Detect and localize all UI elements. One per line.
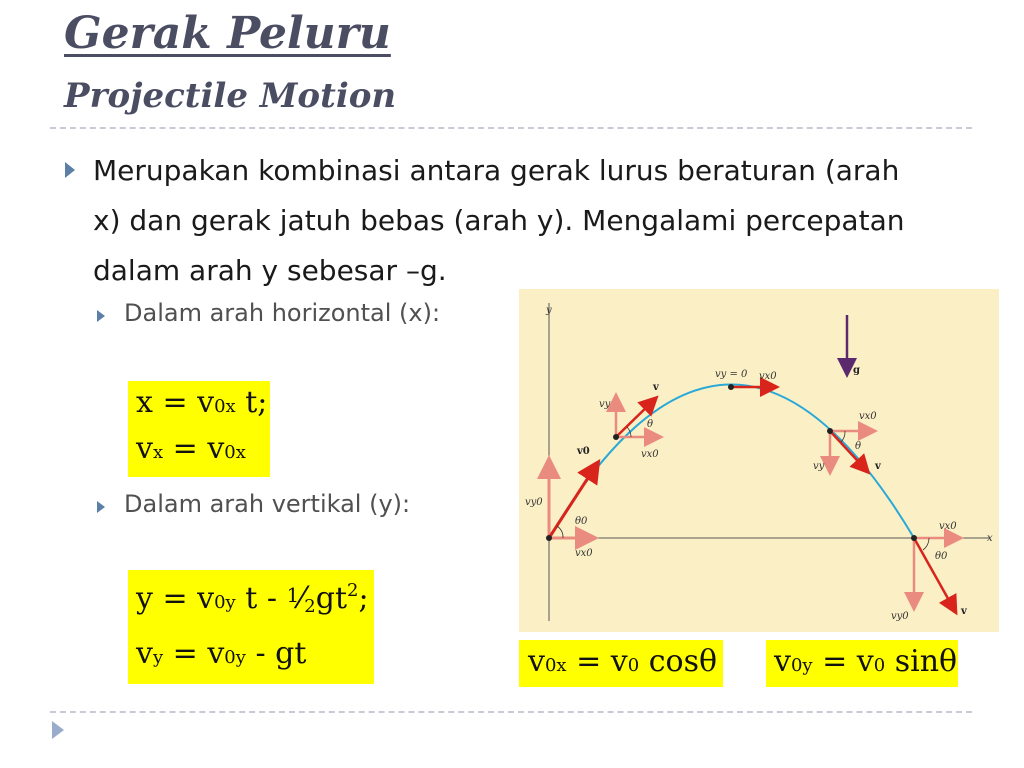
v0x-equation-box <box>519 640 723 687</box>
label-vx0-rising: vx0 <box>641 449 659 460</box>
equation-y-position: y = v0y t - $^1⁄2gt^2$; <box>136 580 369 617</box>
equation-x-position: x = v0x t; <box>136 385 268 420</box>
label-v0: v0 <box>577 446 590 457</box>
footer-divider <box>50 711 972 713</box>
sub-bullet-arrow-icon <box>95 499 107 515</box>
label-vx0-landing: vx0 <box>939 521 957 532</box>
axes <box>549 303 989 621</box>
label-theta-rising: θ <box>647 419 654 430</box>
vertical-equations-box <box>128 570 374 684</box>
equation-v0x: v0x = v0 cosθ <box>528 644 718 679</box>
label-vy-descending: vy <box>813 461 825 472</box>
next-slide-arrow-icon[interactable] <box>50 719 66 741</box>
label-vx0-descending: vx0 <box>859 411 877 422</box>
main-paragraph: Merupakan kombinasi antara gerak lurus beraturan (arah x) dan gerak jatuh bebas (arah y). Mengalami percepatan dalam arah y sebesar –g. <box>93 154 905 287</box>
y-axis-label: y <box>546 305 552 316</box>
landing-point <box>911 535 959 611</box>
label-vy-rising: vy <box>599 399 611 410</box>
gravity-label: g <box>853 365 860 376</box>
slide-subtitle: Projectile Motion <box>64 76 397 116</box>
label-vy0-start: vy0 <box>525 497 543 508</box>
x-axis-label: x <box>987 533 993 544</box>
sub-bullet-horizontal: Dalam arah horizontal (x): <box>124 299 441 327</box>
label-v-landing: v <box>961 606 967 617</box>
label-v-rising: v <box>653 382 659 393</box>
launch-point <box>546 461 597 541</box>
equation-x-velocity: vx = v0x <box>136 431 246 466</box>
label-vx0-start: vx0 <box>575 548 593 559</box>
label-vy-zero: vy = 0 <box>715 369 748 380</box>
equation-v0y: v0y = v0 sinθ <box>774 644 958 679</box>
slide-title: Gerak Peluru <box>64 8 391 59</box>
label-theta0-start: θ0 <box>575 516 588 527</box>
bullet-arrow-icon <box>62 160 78 180</box>
label-theta0-landing: θ0 <box>935 551 948 562</box>
sub-bullet-arrow-icon <box>95 308 107 324</box>
sub-bullet-vertical: Dalam arah vertikal (y): <box>124 490 411 518</box>
label-vy0-landing: vy0 <box>891 611 909 622</box>
title-divider <box>50 127 972 129</box>
equation-y-velocity: vy = v0y - gt <box>136 636 307 671</box>
horizontal-equations-box <box>128 381 270 477</box>
label-v-descending: v <box>875 461 881 472</box>
label-vx0-apex: vx0 <box>759 371 777 382</box>
v0y-equation-box <box>766 640 958 687</box>
projectile-diagram <box>519 289 999 632</box>
label-theta-descending: θ <box>855 441 862 452</box>
